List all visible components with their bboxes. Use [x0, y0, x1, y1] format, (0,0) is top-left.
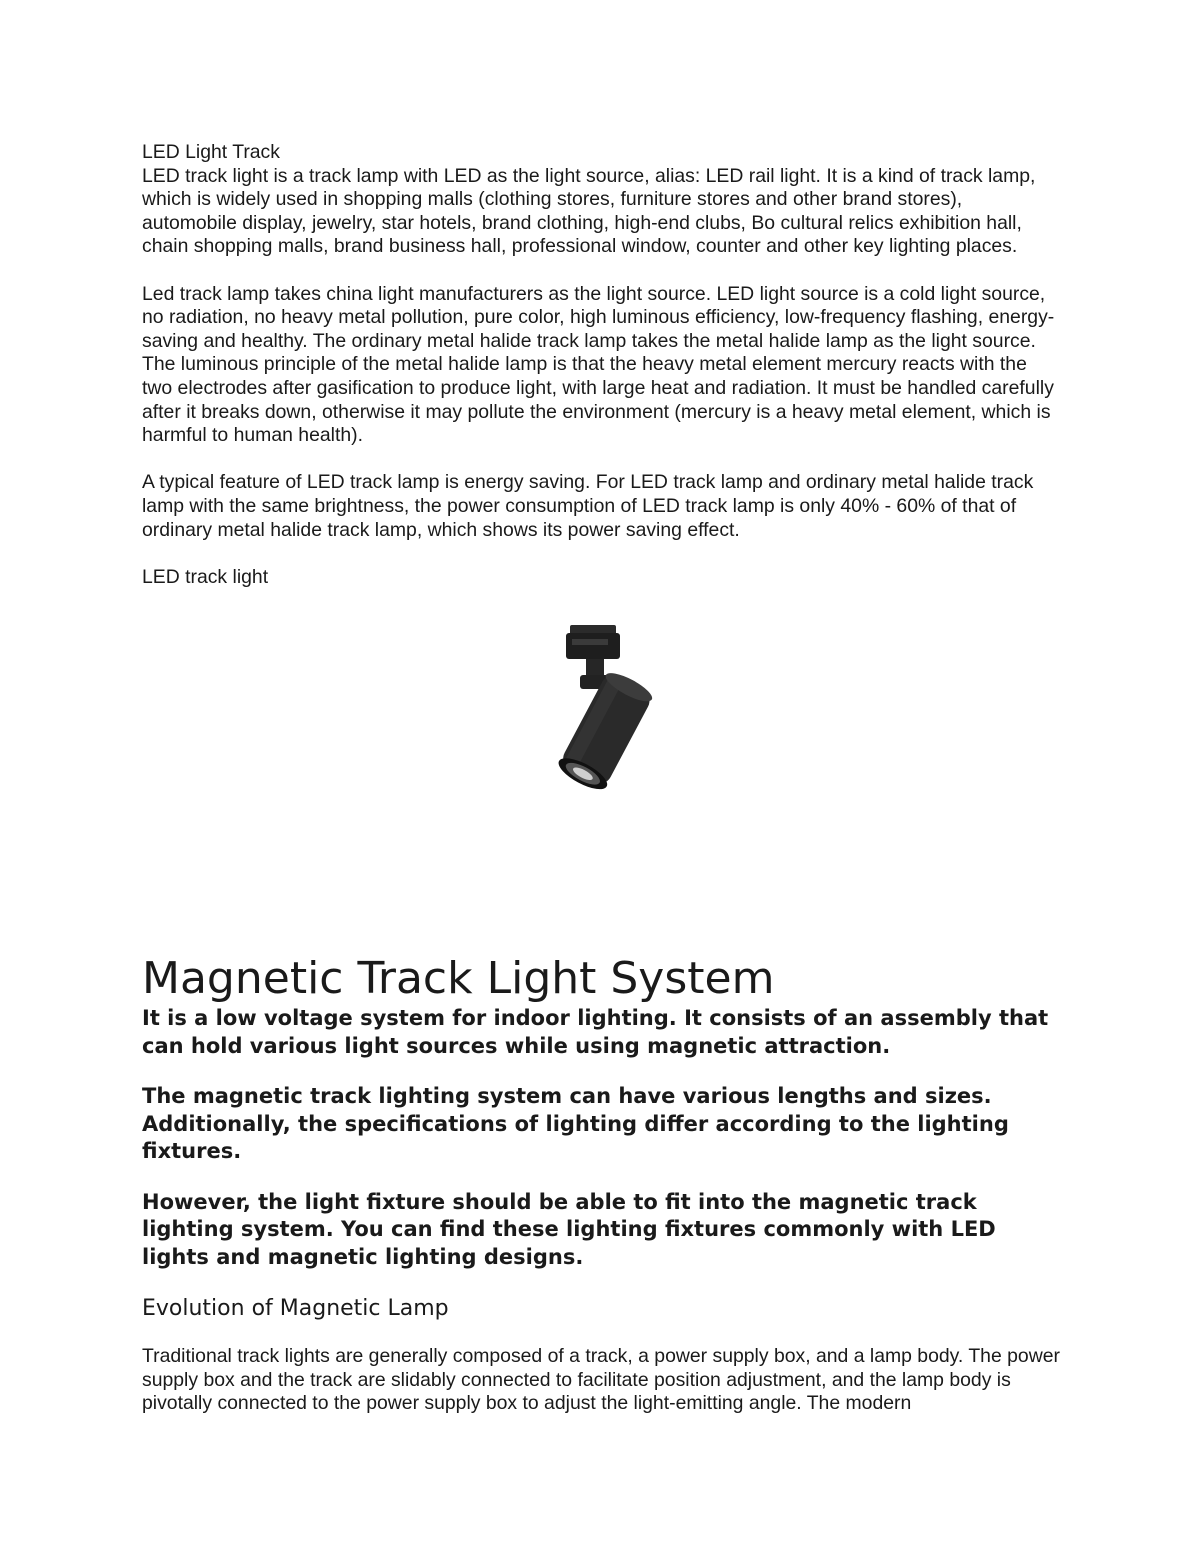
document-content — [142, 141, 1062, 1416]
figure-caption: LED track light — [142, 565, 269, 588]
paragraph-energy-saving: A typical feature of LED track lamp is energy saving. For LED track lamp and ordinary metal halide track lamp with the same brightness, the power consumption of LED track lamp is only 40% - 60% of that of ordinary metal halide track lamp, which shows its power saving effect. — [142, 471, 1034, 541]
product-figure — [142, 623, 1062, 893]
section-title: LED Light Track — [142, 141, 280, 163]
track-spotlight-icon — [530, 623, 670, 803]
paragraph-evolution: Traditional track lights are generally composed of a track, a power supply box, and a lamp body. The power supply box and the track are slidably connected to facilitate position adjustment, and the lamp body is pivotally connected to the power supply box to adjust the light-emitting angle. The modern — [142, 1345, 1060, 1415]
lead-paragraph-3: However, the light fixture should be able to fit into the magnetic track lighting system. You can find these lighting fixtures commonly with LED lights and magnetic lighting designs. — [142, 1189, 996, 1269]
lead-paragraph-1: It is a low voltage system for indoor lighting. It consists of an assembly that can hold various light sources while using magnetic attraction. — [142, 1006, 1049, 1058]
subheading: Evolution of Magnetic Lamp — [142, 1296, 449, 1322]
paragraph-light-source: Led track lamp takes china light manufacturers as the light source. LED light source is a cold light source, no radiation, no heavy metal pollution, pure color, high luminous efficiency, low-frequency flashing, energy-saving and healthy. The ordinary metal halide track lamp takes the metal halide lamp as the light source. The luminous principle of the metal halide lamp is that the heavy metal element mercury reacts with the two electrodes after gasification to produce light, with large heat and radiation. It must be handled carefully after it breaks down, otherwise it may pollute the environment (mercury is a heavy metal element, which is harmful to human health). — [142, 282, 1055, 447]
paragraph-intro: LED track light is a track lamp with LED as the light source, alias: LED rail light. It is a kind of track lamp, which is widely used in shopping malls (clothing stores, furniture stores and other brand stores), automobile display, jewelry, star hotels, brand clothing, high-end clubs, Bo cultural relics exhibition hall, chain shopping malls, brand business hall, professional window, counter and other key lighting places. — [142, 164, 1036, 258]
lead-paragraph-2: The magnetic track lighting system can have various lengths and sizes. Additionally, the specifications of lighting differ according to the lighting fixtures. — [142, 1084, 1009, 1164]
section-heading: Magnetic Track Light System — [142, 953, 775, 1005]
